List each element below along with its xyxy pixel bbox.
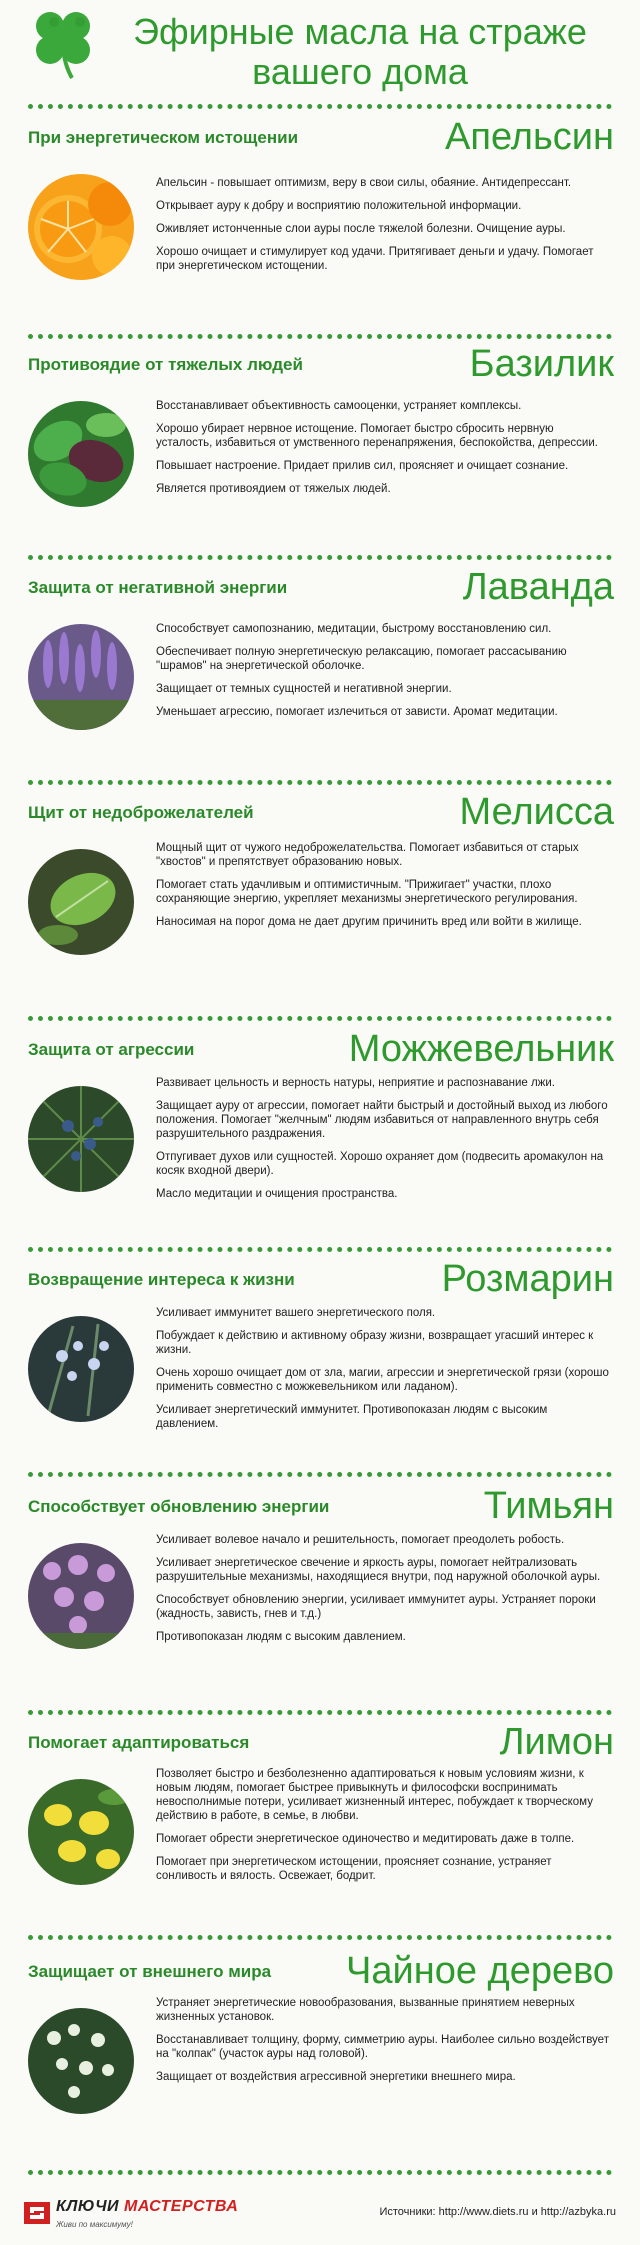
section-paragraph: Восстанавливает объективность самооценки, устраняет комплексы. xyxy=(156,400,522,412)
divider xyxy=(28,1710,612,1715)
section-text xyxy=(156,176,612,282)
logo-icon xyxy=(24,2202,50,2224)
clover-icon xyxy=(28,6,98,80)
section-paragraph: Отпугивает духов или сущностей. Хорошо охраняет дом (подвесить аромакулон на косяк входной двери). xyxy=(156,1151,604,1177)
section-paragraph: Хорошо убирает нервное истощение. Помогает быстро сбросить нервную усталость, избавиться от умственного перенапряжения, беспокойства, депрессии. xyxy=(156,423,598,449)
footer xyxy=(0,2190,640,2240)
teatree-image xyxy=(28,2008,134,2114)
section-paragraph: Является противоядием от тяжелых людей. xyxy=(156,483,391,495)
divider xyxy=(28,334,612,339)
section-paragraph: Усиливает энергетическое свечение и яркость ауры, помогает нейтрализовать разрушительные механизмы, находящиеся внутри, под наружной оболочкой ауры. xyxy=(156,1557,601,1583)
section-paragraph: Восстанавливает толщину, форму, симметрию ауры. Наиболее сильно воздействует на "колпак" (участок ауры над головой). xyxy=(156,2034,609,2060)
lemon-image xyxy=(28,1779,134,1885)
sources-text: Источники: http://www.diets.ru и http://azbyka.ru xyxy=(379,2206,616,2218)
section-paragraph: Способствует обновлению энергии, усиливает иммунитет ауры. Устраняет пороки (жадность, зависть, гнев и т.д.) xyxy=(156,1594,596,1620)
section-paragraph: Хорошо очищает и стимулирует код удачи. Притягивает деньги и удачу. Помогает при энергетическом истощении. xyxy=(156,246,594,272)
section-paragraph: Обеспечивает полную энергетическую релаксацию, помогает рассасыванию "шрамов" на энергетической оболочке. xyxy=(156,646,567,672)
section-paragraph: Оживляет истонченные слои ауры после тяжелой болезни. Очищение ауры. xyxy=(156,223,566,235)
divider xyxy=(28,104,612,109)
oil-name: Розмарин xyxy=(441,1258,614,1300)
melissa-image xyxy=(28,849,134,955)
divider xyxy=(28,2170,612,2175)
section-paragraph: Противопоказан людям с высоким давлением. xyxy=(156,1631,406,1643)
section-text xyxy=(156,1306,612,1440)
oil-name: Мелисса xyxy=(459,791,614,833)
section-paragraph: Способствует самопознанию, медитации, быстрому восстановлению сил. xyxy=(156,623,552,635)
divider xyxy=(28,780,612,785)
section-paragraph: Усиливает иммунитет вашего энергетического поля. xyxy=(156,1307,436,1319)
logo-part2: МАСТЕРСТВА xyxy=(123,2198,239,2215)
divider xyxy=(28,1472,612,1477)
section-paragraph: Усиливает энергетический иммунитет. Противопоказан людям с высоким давлением. xyxy=(156,1404,548,1430)
section-paragraph: Уменьшает агрессию, помогает излечиться от зависти. Аромат медитации. xyxy=(156,706,558,718)
section-paragraph: Защищает от темных сущностей и негативной энергии. xyxy=(156,683,452,695)
basil-image xyxy=(28,401,134,507)
section-paragraph: Открывает ауру к добру и восприятию положительной информации. xyxy=(156,200,522,212)
page-title: Эфирные масла на страже вашего дома xyxy=(133,11,587,92)
section-text xyxy=(156,1767,612,1892)
divider xyxy=(28,1016,612,1021)
section-subtitle: Противоядие от тяжелых людей xyxy=(28,355,303,374)
section-paragraph: Повышает настроение. Придает прилив сил, проясняет и очищает сознание. xyxy=(156,460,569,472)
rosemary-image xyxy=(28,1316,134,1422)
section-paragraph: Позволяет быстро и безболезненно адаптироваться к новым условиям жизни, к новым людям, помогает быстрее привыкнуть и философски воспринимать невосполнимые потери, усиливает жизненный интерес, побуждает к творческому действию в работе, в семье, в любви. xyxy=(156,1768,593,1822)
section-subtitle: Возвращение интереса к жизни xyxy=(28,1270,295,1289)
section-text xyxy=(156,1996,612,2093)
divider xyxy=(28,1935,612,1940)
section-paragraph: Побуждает к действию и активному образу жизни, возвращает угасший интерес к жизни. xyxy=(156,1330,594,1356)
oil-name: Апельсин xyxy=(445,116,614,158)
section-paragraph: Усиливает волевое начало и решительность, помогает преодолеть робость. xyxy=(156,1534,565,1546)
oil-name: Лаванда xyxy=(462,566,614,608)
section-text xyxy=(156,399,612,505)
oil-name: Чайное дерево xyxy=(346,1950,614,1992)
section-paragraph: Устраняет энергетические новообразования, вызванные принятием неверных жизненных установок. xyxy=(156,1997,575,2023)
thyme-image xyxy=(28,1543,134,1649)
section-subtitle: Помогает адаптироваться xyxy=(28,1733,250,1752)
section-paragraph: Масло медитации и очищения пространства. xyxy=(156,1188,398,1200)
header xyxy=(0,0,640,100)
section-text xyxy=(156,1533,612,1653)
logo-part1: КЛЮЧИ xyxy=(56,2198,120,2215)
section-subtitle: При энергетическом истощении xyxy=(28,128,299,147)
section-subtitle: Щит от недоброжелателей xyxy=(28,803,254,822)
section-paragraph: Защищает ауру от агрессии, помогает найти быстрый и достойный выход из любого положения. Помогает "желчным" людям избавиться от направленного внутрь себя разрушительного раздражения. xyxy=(156,1100,608,1140)
section-paragraph: Мощный щит от чужого недоброжелательства. Помогает избавиться от старых "хвостов" и препятствует образованию новых. xyxy=(156,842,579,868)
lavender-image xyxy=(28,624,134,730)
section-paragraph: Очень хорошо очищает дом от зла, магии, агрессии и энергетической грязи (хорошо применить совместно с можжевельником или ладаном). xyxy=(156,1367,609,1393)
oil-name: Можжевельник xyxy=(348,1028,614,1070)
oil-name: Тимьян xyxy=(483,1485,614,1527)
section-subtitle: Защита от негативной энергии xyxy=(28,578,288,597)
section-paragraph: Помогает обрести энергетическое одиночество и медитировать даже в толпе. xyxy=(156,1833,575,1845)
section-paragraph: Помогает стать удачливым и оптимистичным. "Прижигает" участки, плохо сохраняющие энергию, укрепляет механизмы энергетического регулирования. xyxy=(156,879,578,905)
section-paragraph: Защищает от воздействия агрессивной энергетики внешнего мира. xyxy=(156,2071,516,2083)
section-paragraph: Развивает цельность и верность натуры, неприятие и распознавание лжи. xyxy=(156,1077,555,1089)
orange-image xyxy=(28,174,134,280)
logo-text xyxy=(56,2198,238,2216)
divider xyxy=(28,555,612,560)
section-text xyxy=(156,1076,612,1210)
section-subtitle: Защищает от внешнего мира xyxy=(28,1962,272,1981)
oil-name: Лимон xyxy=(499,1721,614,1763)
section-paragraph: Наносимая на порог дома не дает другим причинить вред или войти в жилище. xyxy=(156,916,582,928)
section-paragraph: Помогает при энергетическом истощении, проясняет сознание, устраняет сонливость и вялость. Освежает, бодрит. xyxy=(156,1856,552,1882)
divider xyxy=(28,1247,612,1252)
section-paragraph: Апельсин - повышает оптимизм, веру в свои силы, обаяние. Антидепрессант. xyxy=(156,177,572,189)
section-text xyxy=(156,622,612,728)
section-subtitle: Способствует обновлению энергии xyxy=(28,1497,330,1516)
logo-slogan: Живи по максимуму! xyxy=(56,2220,133,2229)
section-subtitle: Защита от агрессии xyxy=(28,1040,195,1059)
oil-name: Базилик xyxy=(469,343,614,385)
juniper-image xyxy=(28,1086,134,1192)
section-text xyxy=(156,841,612,938)
